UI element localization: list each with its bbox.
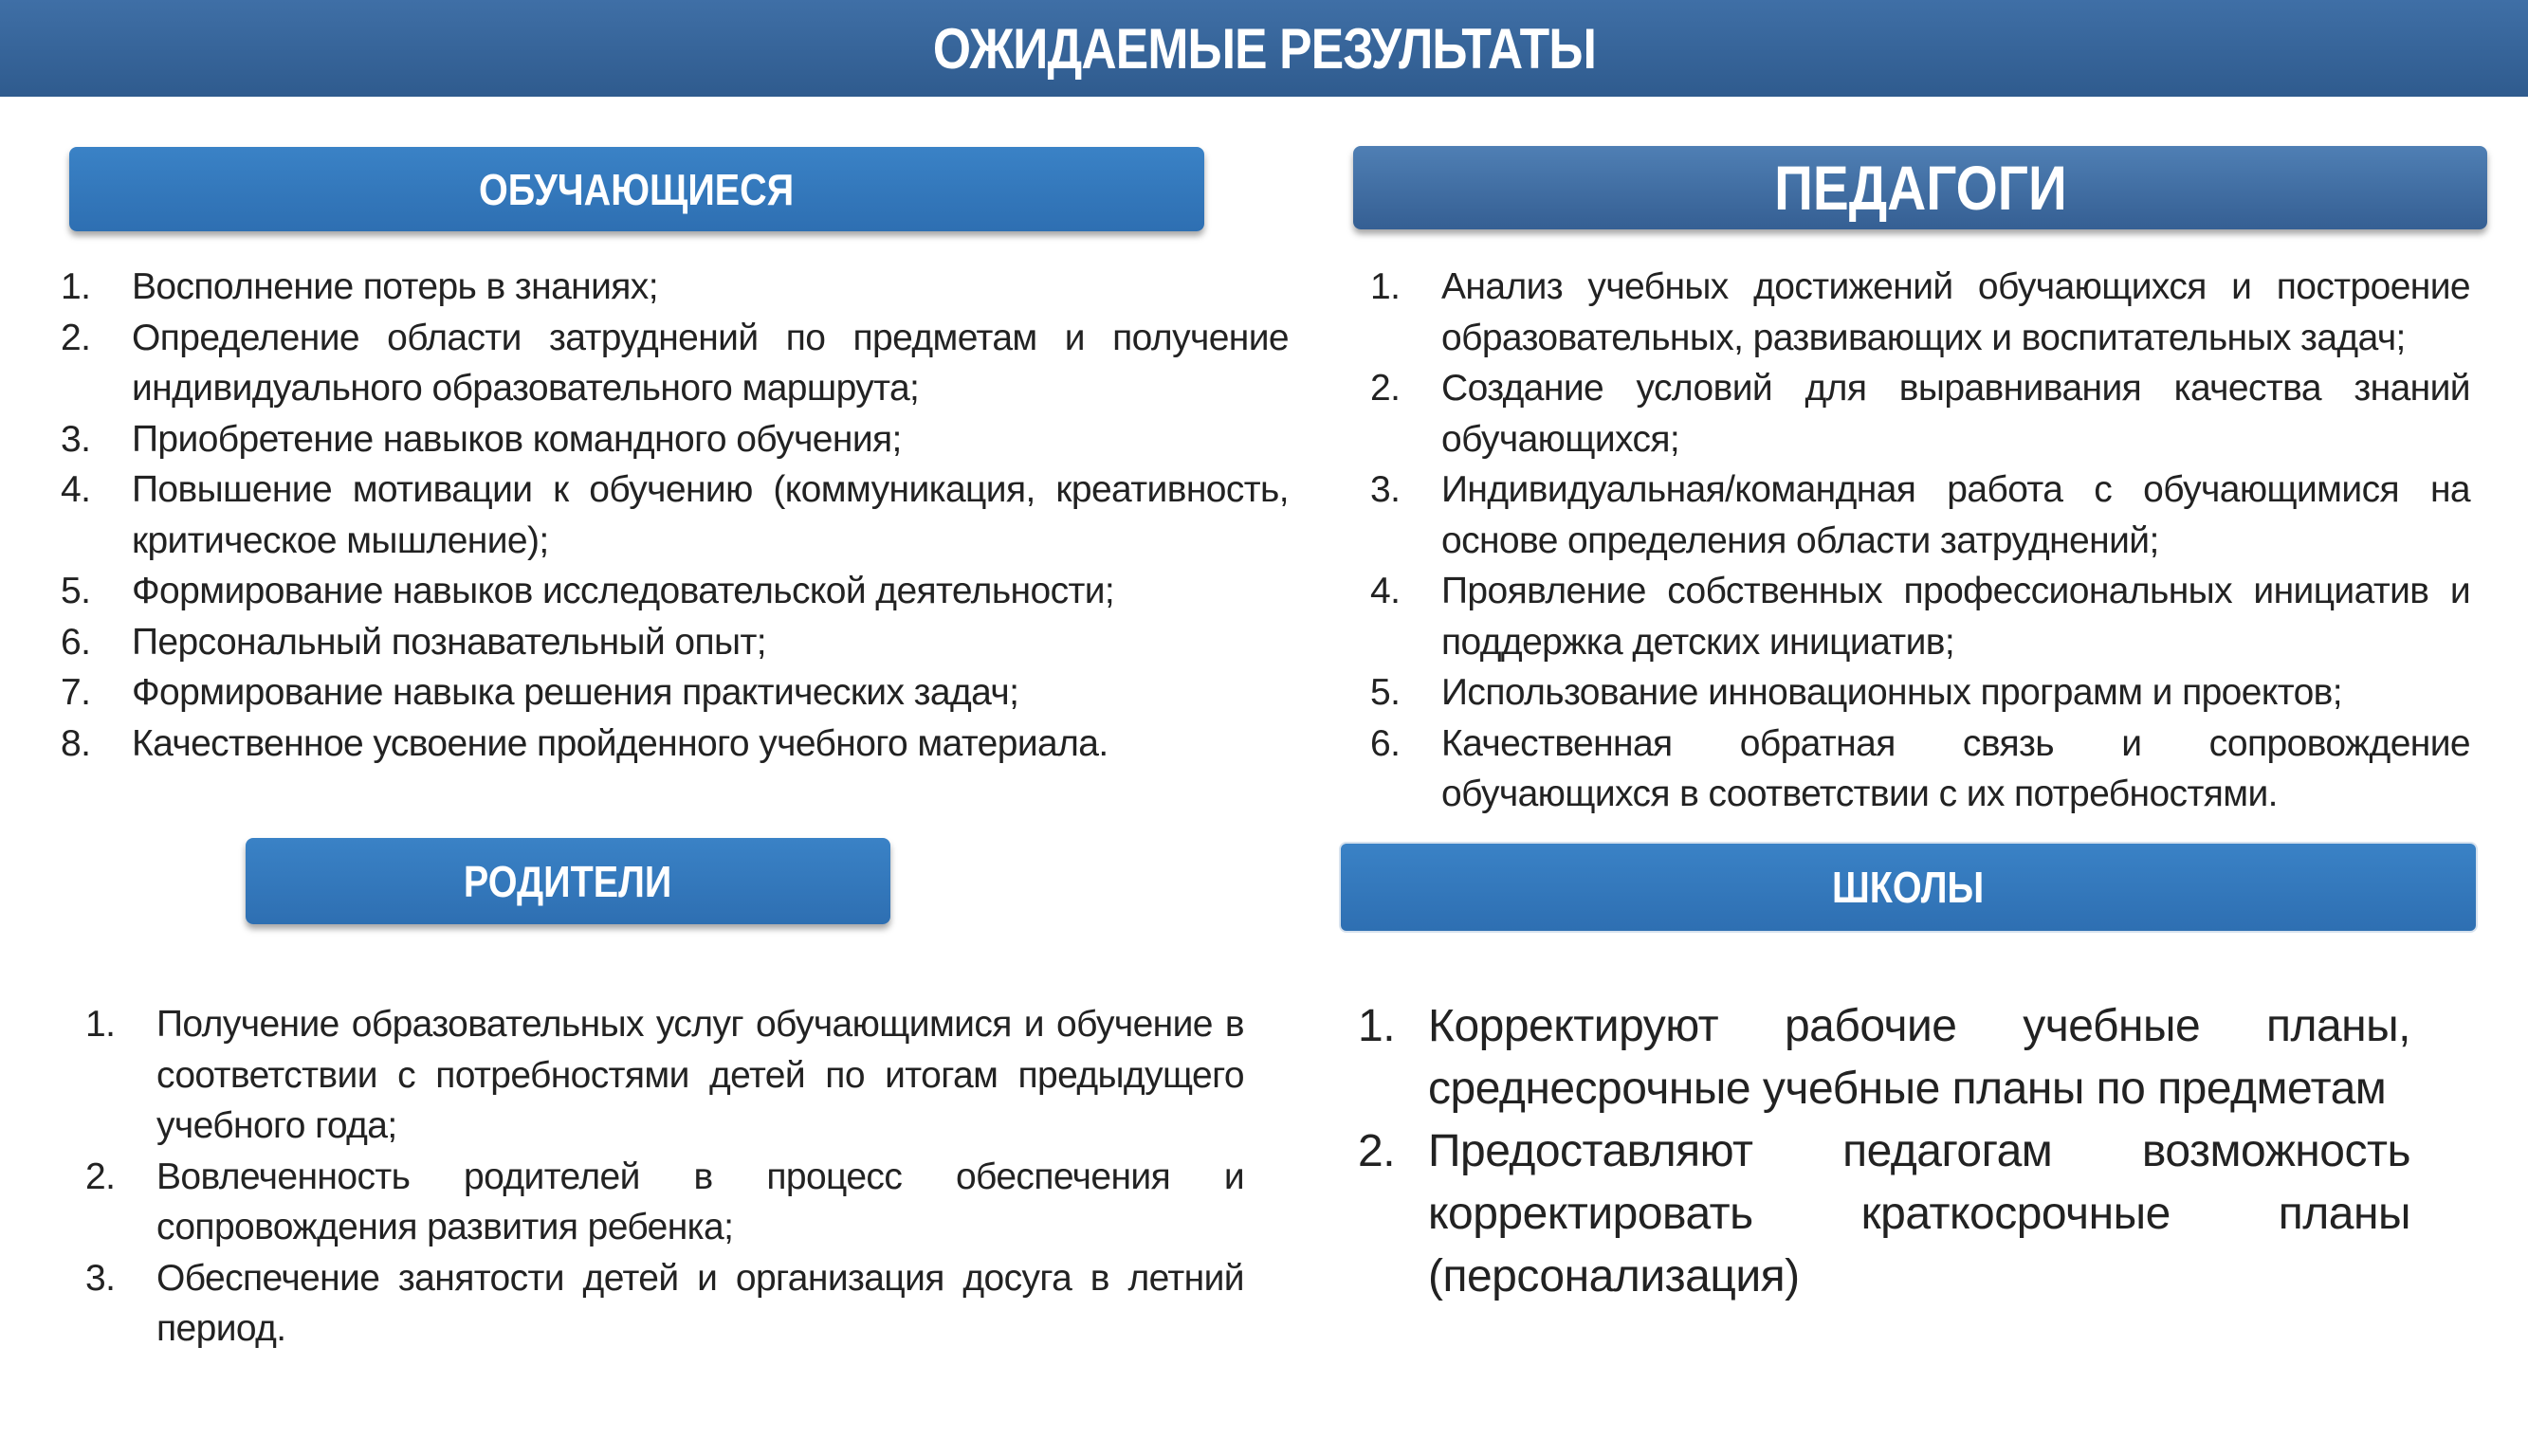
item-number: 3. — [85, 1257, 116, 1299]
item-number: 2. — [61, 317, 91, 358]
item-number: 8. — [61, 722, 91, 764]
list-item — [61, 464, 1289, 566]
item-number: 7. — [61, 672, 91, 713]
page-title: ОЖИДАЕМЫЕ РЕЗУЛЬТАТЫ — [932, 16, 1596, 81]
schools-list — [1358, 995, 2410, 1308]
item-number: 1. — [61, 266, 91, 307]
list-item — [1370, 667, 2470, 719]
parents-header — [246, 838, 890, 924]
teachers-header-label: ПЕДАГОГИ — [1773, 153, 2067, 223]
students-header-label: ОБУЧАЮЩИЕСЯ — [479, 164, 795, 214]
list-item — [1370, 719, 2470, 820]
item-number: 4. — [1370, 571, 1401, 611]
list-item — [61, 566, 1289, 617]
item-text: Формирование навыка решения практических задач; — [132, 672, 1019, 713]
item-text: Персональный познавательный опыт; — [132, 621, 766, 663]
item-text: Повышение мотивации к обучению (коммуникация, креативность, критическое мышление); — [132, 469, 1289, 561]
item-text: Корректируют рабочие учебные планы, среднесрочные учебные планы по предметам — [1428, 1001, 2410, 1114]
parents-header-label: РОДИТЕЛИ — [464, 856, 672, 906]
students-list — [61, 262, 1289, 769]
item-number: 6. — [61, 621, 91, 663]
item-number: 3. — [1370, 469, 1401, 510]
list-item — [61, 262, 1289, 313]
item-number: 2. — [1370, 368, 1401, 409]
item-number: 1. — [85, 1004, 116, 1045]
item-text: Восполнение потерь в знаниях; — [132, 266, 658, 307]
list-item — [1370, 464, 2470, 566]
item-number: 6. — [1370, 722, 1401, 764]
schools-header-label: ШКОЛЫ — [1832, 863, 1985, 912]
item-number: 4. — [61, 469, 91, 510]
list-item — [85, 1152, 1244, 1253]
list-item — [61, 313, 1289, 414]
item-text: Использование инновационных программ и проектов; — [1441, 672, 2343, 713]
item-text: Анализ учебных достижений обучающихся и построение образовательных, развивающих и воспитательных задач; — [1441, 266, 2470, 358]
list-item — [1370, 566, 2470, 667]
teachers-list — [1370, 262, 2470, 820]
item-text: Проявление собственных профессиональных инициатив и поддержка детских инициатив; — [1441, 571, 2470, 663]
list-item — [85, 999, 1244, 1152]
item-number: 2. — [85, 1156, 116, 1197]
list-item — [61, 667, 1289, 719]
item-text: Предоставляют педагогам возможность корректировать краткосрочные планы (персонализация) — [1428, 1126, 2410, 1301]
item-number: 5. — [61, 571, 91, 611]
list-item — [1370, 262, 2470, 363]
item-number: 1. — [1358, 1001, 1396, 1051]
list-item — [61, 719, 1289, 770]
list-item — [61, 414, 1289, 465]
parents-list — [85, 999, 1244, 1355]
list-item — [1370, 363, 2470, 464]
list-item — [85, 1253, 1244, 1355]
item-text: Качественное усвоение пройденного учебного материала. — [132, 722, 1108, 764]
list-item — [1358, 1120, 2410, 1308]
item-text: Вовлеченность родителей в процесс обеспечения и сопровождения развития ребенка; — [156, 1156, 1244, 1247]
item-text: Формирование навыков исследовательской деятельности; — [132, 571, 1115, 611]
schools-header — [1339, 842, 2478, 933]
list-item — [1358, 995, 2410, 1120]
item-number: 5. — [1370, 672, 1401, 713]
students-header — [69, 147, 1204, 231]
item-text: Индивидуальная/командная работа с обучающимися на основе определения области затруднений; — [1441, 469, 2470, 561]
item-number: 3. — [61, 418, 91, 460]
item-number: 1. — [1370, 266, 1401, 307]
item-text: Качественная обратная связь и сопровождение обучающихся в соответствии с их потребностями. — [1441, 722, 2470, 814]
title-banner — [0, 0, 2528, 97]
item-text: Получение образовательных услуг обучающимися и обучение в соответствии с потребностями детей по итогам предыдущего учебного года; — [156, 1004, 1244, 1146]
item-text: Обеспечение занятости детей и организация досуга в летний период. — [156, 1257, 1244, 1349]
item-text: Создание условий для выравнивания качества знаний обучающихся; — [1441, 368, 2470, 460]
item-text: Приобретение навыков командного обучения; — [132, 418, 902, 460]
item-text: Определение области затруднений по предметам и получение индивидуального образовательного маршрута; — [132, 317, 1289, 409]
item-number: 2. — [1358, 1126, 1396, 1176]
teachers-header — [1353, 146, 2487, 229]
list-item — [61, 617, 1289, 668]
